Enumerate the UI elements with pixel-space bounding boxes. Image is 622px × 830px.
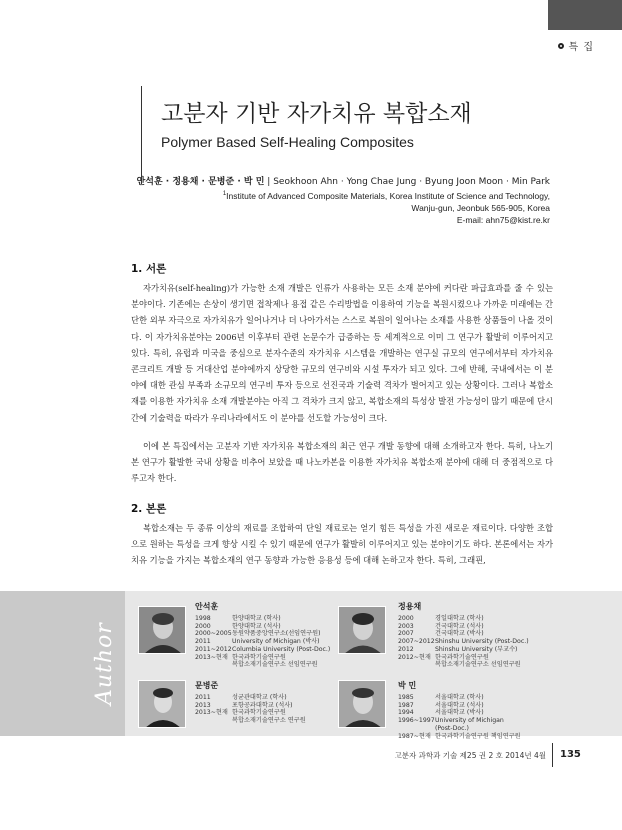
bio-year: 1987~현재	[398, 732, 431, 740]
affiliation-line-2: Wanju-gun, Jeonbuk 565-905, Korea	[411, 202, 550, 213]
bio-entry	[195, 717, 306, 725]
bio-entry	[398, 638, 529, 646]
bio-year: 1994	[398, 709, 414, 717]
author-separator: |	[267, 177, 274, 187]
bio-name: 안석훈	[195, 602, 219, 611]
bio-year: 2000	[398, 615, 414, 622]
bio-name: 박 민	[398, 681, 417, 690]
bio-desc: University of Michigan	[435, 717, 504, 725]
bio-year: 1998	[195, 615, 211, 622]
author-box-label: Author	[92, 622, 117, 706]
affiliation	[190, 188, 550, 226]
bio-entry	[195, 694, 306, 702]
affiliation-email: E-mail: ahn75@kist.re.kr	[456, 214, 550, 225]
bio-table	[398, 615, 529, 669]
bio-entry	[398, 709, 521, 717]
bio-desc: 한양대학교 (석사)	[232, 622, 281, 630]
bio-entry	[398, 694, 521, 702]
author-photo	[338, 606, 386, 654]
circle-bullet-icon	[558, 43, 564, 49]
bio-desc: 한양대학교 (학사)	[232, 615, 281, 622]
bio-entry	[398, 615, 529, 623]
article-title-en: Polymer Based Self-Healing Composites	[161, 134, 414, 150]
bio-entry	[195, 638, 330, 646]
bio-year	[195, 661, 232, 669]
bio-name: 정용채	[398, 602, 422, 611]
bio-desc: 동원약품중앙연구소(선임연구원)	[232, 630, 321, 638]
affiliation-institute: Institute of Advanced Composite Materials, Korea Institute of Science and Technology,	[226, 190, 550, 201]
bio-entry	[398, 733, 521, 741]
bio-desc: 복합소재기술연구소 연구원	[232, 717, 306, 725]
bio-year: 2013~현재	[195, 709, 228, 717]
bio-desc: 건국대학교 (박사)	[435, 630, 484, 638]
authors-en: Seokhoon Ahn · Yong Chae Jung · Byung Joon Moon · Min Park	[273, 177, 550, 187]
author-line	[137, 174, 550, 187]
bio-year: 2007~2012	[398, 638, 435, 646]
bio-desc: 경일대학교 (학사)	[435, 615, 484, 622]
bio-desc: 한국과학기술연구원	[232, 653, 286, 661]
bio-table	[195, 694, 306, 725]
bio-desc: 성균관대학교 (학사)	[232, 694, 287, 701]
bio-desc: 포항공과대학교 (석사)	[232, 701, 293, 709]
footer-divider	[552, 743, 553, 767]
affiliation-line-1	[190, 188, 550, 202]
bio-entry	[195, 646, 330, 654]
bio-year: 2007	[398, 630, 414, 638]
bio-year: 2013	[195, 701, 211, 709]
bio-desc: 서울대학교 (학사)	[435, 694, 484, 701]
author-photo	[338, 680, 386, 728]
authors-ko: 안석훈 · 정용채 · 문병준 · 박 민	[136, 177, 265, 187]
bio-year: 2011~2012	[195, 645, 232, 653]
section-tag	[558, 38, 595, 53]
bio-year: 2012~현재	[398, 653, 431, 661]
bio-year: 2000	[195, 622, 211, 630]
paragraph-body-1: 복합소재는 두 종류 이상의 재료를 조합하여 단일 재료로는 얻기 힘든 특성을 가진 새로운 재료이다. 다양한 조합으로 원하는 특성을 크게 향상 시킬 수 있기 때문에 연구가 활발히 이루어지고 있는 분야이기도 하다. 본론에서는 자가치유 기능을 가지는 복합소재의 연구 동향과 가능한 응용성 등에 대해 논하고자 한다. 특히, 그래핀,	[131, 523, 553, 566]
paragraph-intro-1: 자가치유(self-healing)가 가능한 소재 개발은 인류가 사용하는 모든 소재 분야에 커다란 파급효과를 줄 수 있는 분야이다. 기존에는 손상이 생기면 접착제나 용접 같은 수리방법을 이용하여 기능을 복원시켰으나 가까운 미래에는 간단한 외부 자극으로 자가치유가 일어나거나 더 나아가서는 스스로 복원이 일어나는 소재를 사용한 상품들이 나올 것이다. 이 자가치유분야는 2006년 이후부터 관련 논문수가 급증하는 등 세계적으로 이미 그 연구가 활발히 이루어지고 있다. 특히, 유럽과 미국을 중심으로 분자수준의 자가치유 시스템을 개발하는 연구실 규모의 연구에서부터 자가치유 콘크리트 개발 등 거대산업 분야에까지 상당한 규모의 연구비와 시설 투자가 되고 있다. 그에 반해, 국내에서는 이 분야에 대한 관심 부족과 소규모의 연구비 투자 등으로 선진국과 기술력 격차가 벌어지고 있는 상황이다. 그러나 복합소재를 이용한 자가치유 소재 개발분야는 아직 그 격차가 크지 않고, 복합소재의 특성상 발전 가능성이 많기 때문에 단시간에 기술력을 따라가 우리나라에서도 이 분야를 선도할 가능성이 크다.	[131, 283, 553, 423]
bio-desc: 한국과학기술연구원	[232, 709, 286, 717]
section-heading-body: 2. 본론	[131, 503, 167, 515]
author-photo	[138, 680, 186, 728]
bio-desc: 복합소재기술연구소 선임연구원	[232, 661, 318, 669]
bio-year: 1985	[398, 694, 414, 701]
bio-name: 문병준	[195, 681, 219, 690]
bio-desc: Shinshu University (부교수)	[435, 645, 518, 653]
bio-entry	[398, 661, 529, 669]
bio-entry	[195, 615, 330, 623]
bio-year: 2000~2005	[195, 630, 232, 638]
bio-desc: 복합소재기술연구소 선임연구원	[435, 661, 521, 669]
corner-tab	[548, 0, 622, 30]
bio-year: 2011	[195, 694, 211, 701]
bio-desc: University of Michigan (박사)	[232, 638, 320, 646]
bio-desc: 한국과학기술연구원	[435, 653, 489, 661]
section-tag-label: 특 집	[568, 42, 594, 53]
bio-entry	[195, 630, 330, 638]
author-photo	[138, 606, 186, 654]
bio-table	[398, 694, 521, 740]
bio-desc: Shinshu University (Post-Doc.)	[435, 638, 529, 646]
bio-entry	[398, 630, 529, 638]
paragraph-intro-2: 이에 본 특집에서는 고분자 기반 자가치유 복합소재의 최근 연구 개발 동향에 대해 소개하고자 한다. 특히, 나노기본 연구가 활발한 국내 상황을 비추어 보았을 때 나노카본을 이용한 자가치유 복합소재 분야에 대해 더 중점적으로 다루고자 한다.	[131, 441, 553, 484]
bio-desc: 한국과학기술연구원 책임연구원	[435, 732, 521, 740]
bio-year: 2012	[398, 645, 414, 653]
page-number: 135	[560, 749, 581, 760]
bio-entry	[195, 661, 330, 669]
bio-year: 2003	[398, 622, 414, 630]
bio-year: 2013~현재	[195, 653, 228, 661]
bio-year	[398, 725, 435, 733]
bio-year	[195, 717, 232, 725]
bio-year	[398, 661, 435, 669]
bio-desc: 건국대학교 (석사)	[435, 622, 484, 630]
bio-year: 1987	[398, 701, 414, 709]
bio-desc: 서울대학교 (석사)	[435, 701, 484, 709]
bio-year: 1996~1997	[398, 717, 435, 725]
bio-desc: (Post-Doc.)	[435, 724, 469, 732]
bio-entry	[398, 646, 529, 654]
bio-desc: 서울대학교 (박사)	[435, 709, 484, 717]
affiliation-sup: 1	[222, 191, 227, 197]
bio-entry	[398, 725, 521, 733]
bio-entry	[195, 709, 306, 717]
bio-table	[195, 615, 330, 669]
section-heading-intro: 1. 서론	[131, 263, 167, 275]
title-divider	[141, 86, 142, 184]
bio-entry	[398, 717, 521, 725]
footer-journal: 고분자 과학과 기술 제25 권 2 호 2014년 4월	[394, 751, 546, 760]
bio-desc: Columbia University (Post-Doc.)	[232, 645, 331, 653]
article-title-ko: 고분자 기반 자가치유 복합소재	[161, 101, 472, 127]
bio-year: 2011	[195, 638, 211, 646]
